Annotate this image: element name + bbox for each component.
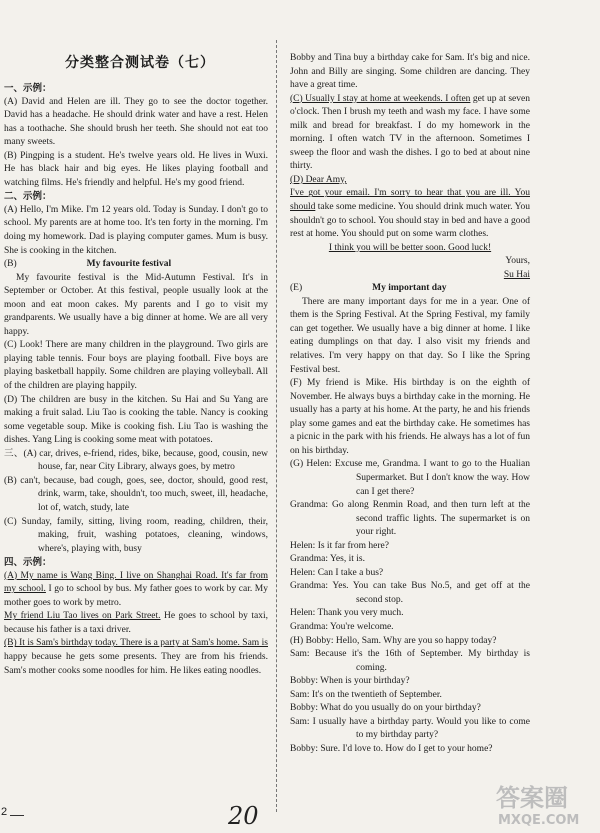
watermark-cn: 答案圈: [496, 784, 568, 812]
dialogue-line: (H) Bobby: Hello, Sam. Why are you so happy today?: [290, 635, 497, 646]
word-list: 三、(A) car, drives, e-friend, rides, bike, because, good, cousin, new house, far, near City Library, always goes, by metro: [4, 448, 268, 473]
answer-paragraph: (B) Pingping is a student. He's twelve years old. He lives in Wuxi. He has black hair and big eyes. He likes playing football and watching films. He's friendly and helpful. He's my good friend.: [4, 150, 268, 188]
paragraph-text: get up at seven o'clock. Then I brush my teeth and wash my face. I have some milk and bread for breakfast. I do my homework in the morning. I often watch TV in the afternoon. Sometimes I sweep the floor and wash the dishes. I go to bed at about nine thirty.: [290, 93, 530, 172]
essay-title: My favourite festival: [86, 259, 172, 270]
word-list: (B) can't, because, bad cough, goes, see, doctor, should, good rest, drink, warm, take, shouldn't, too much, sweet, ill, headache, lot of, watch, study, late: [4, 475, 268, 513]
paragraph-text: take some medicine. You should drink much water. You shouldn't go to school. You should stay in bed and have a good rest at home. You should put on some warm clothes.: [290, 202, 530, 240]
signature: Su Hai: [503, 269, 530, 280]
closing-row: [290, 242, 530, 256]
answer-paragraph: (A) David and Helen are ill. They go to see the doctor together. David has a headache. He should drink water and have a rest. Helen has a toothache. She should brush her teeth. She should not eat too many sweets.: [4, 96, 268, 148]
signoff: Yours,: [505, 256, 530, 267]
dialogue-line: Grandma: You're welcome.: [290, 621, 394, 632]
answer-paragraph: [290, 187, 530, 241]
dialogue-line: Helen: Can I take a bus?: [290, 567, 384, 578]
paragraph-text: happy because he gets some presents. They are from his friends. Sam's mother cooks some noodles for him. He likes eating noodles.: [4, 651, 268, 676]
page-number-rule: [10, 815, 24, 816]
watermark-logo: [468, 778, 598, 830]
dialogue-line: Helen: Thank you very much.: [290, 608, 404, 619]
essay-paragraph: There are many important days for me in a year. One of them is the Spring Festival. At the Spring Festival, my family can get together. We usually have a big dinner at home. I like eating dumplings on that day. I also visit my friends and relatives. I'm very happy on that day. So I like the Spring Festival best.: [290, 296, 530, 375]
answer-paragraph: (F) My friend is Mike. His birthday is on the eighth of November. He always buys a birthday cake in the morning. He usually has a party at his home. At the party, he and his friends play some games and eat the birthday cake. He sometimes has a picnic in the park with his friends. He always has a lot of fun on his birthday.: [290, 378, 530, 456]
underlined-text: (D) Dear Amy,: [290, 174, 347, 185]
page-number: 2: [1, 806, 8, 818]
underlined-text: My friend Liu Tao lives on Park Street.: [4, 611, 161, 622]
answer-paragraph: [4, 637, 268, 678]
essay-heading-row: [290, 282, 530, 296]
left-column: [4, 52, 268, 678]
dialogue-line: Grandma: Go along Renmin Road, and then turn left at the second traffic lights. The supermarket is on your right.: [290, 500, 530, 538]
essay-label: (B): [4, 259, 17, 270]
closing-line: I think you will be better soon. Good luck!: [328, 242, 492, 253]
watermark-en: MXQE.COM: [498, 813, 580, 828]
handwritten-number: 20: [228, 802, 259, 830]
underlined-text: I've got your email. I'm sorry to hear that you are ill. You should: [290, 188, 530, 213]
paragraph-text: He goes to school by taxi, because his father is a taxi driver.: [4, 611, 268, 635]
essay-label: (E): [290, 283, 303, 294]
dialogue-line: Bobby: What do you usually do on your birthday?: [290, 703, 481, 714]
section-heading: 一、示例：: [4, 83, 52, 94]
essay-heading-row: [4, 258, 268, 272]
underlined-text: (A) My name is Wang Bing. I live on Shanghai Road. It's far from my school.: [4, 570, 268, 595]
right-column: [290, 52, 530, 756]
essay-title: My important day: [372, 283, 447, 294]
essay-paragraph: My favourite festival is the Mid-Autumn Festival. It's in September or October. At this festival, people usually look at the moon and eat moon cakes. My parents and I go to visit my grandparents. We usually have a big dinner at home. We are all very happy.: [4, 272, 268, 337]
paragraph-text: I go to school by bus. My father goes to work by car. My mother goes to work by metro.: [4, 584, 268, 608]
dialogue-line: Grandma: Yes. You can take Bus No.5, and get off at the second stop.: [290, 581, 530, 605]
answer-paragraph: (D) The children are busy in the kitchen. Su Hai and Su Yang are making a fruit salad. Liu Tao is cooking the table. Nancy is cooking some vegetable soup. Mike is cooking fish. Liu Tao is washing the dishes. Yang Ling is cooking some meat with potatoes.: [4, 394, 268, 446]
answer-paragraph: (C) Look! There are many children in the playground. Two girls are playing table tennis. Four boys are playing football. Five boys are playing basketball happily. Some children are playing volleyball. All of the children are playing happily.: [4, 340, 268, 392]
dialogue-line: Sam: I usually have a birthday party. Would you like to come to my birthday party?: [290, 716, 530, 741]
answer-paragraph: [290, 174, 530, 188]
dialogue-line: Sam: Because it's the 16th of September. My birthday is coming.: [290, 649, 530, 673]
signature-row: [290, 269, 530, 283]
section-heading: 二、示例：: [4, 191, 52, 203]
dialogue-line: (G) Helen: Excuse me, Grandma. I want to go to the Hualian Supermarket. But I don't know the way. How can I get there?: [290, 459, 530, 497]
dialogue-line: Bobby: When is your birthday?: [290, 676, 410, 687]
dialogue-line: Grandma: Yes, it is.: [290, 554, 365, 565]
answer-paragraph: Bobby and Tina buy a birthday cake for Sam. It's big and nice. John and Billy are singing. Some children are dancing. They have a great time.: [290, 53, 530, 91]
page-title: 分类整合测试卷（七）: [65, 55, 215, 71]
answer-paragraph: [290, 93, 530, 174]
dialogue-line: Helen: Is it far from here?: [290, 540, 389, 551]
dialogue-line: Bobby: Sure. I'd love to. How do I get to your home?: [290, 743, 493, 754]
answer-paragraph: [4, 570, 268, 611]
section-heading: 四、示例：: [4, 557, 52, 569]
underlined-text: (C) Usually I stay at home at weekends. I often: [290, 93, 471, 104]
answer-paragraph: (A) Hello, I'm Mike. I'm 12 years old. Today is Sunday. I don't go to school. My parents are at home too. It's ten forty in the morning. I'm doing my homework. Dad is playing computer games. Mum is busy. She is cooking in the kitchen.: [4, 204, 268, 256]
word-list: (C) Sunday, family, sitting, living room, reading, children, their, making, fruit, washing potatoes, cleaning, windows, where's, playing with, busy: [4, 516, 268, 554]
answer-paragraph: [4, 610, 268, 637]
column-divider: [276, 40, 277, 812]
underlined-text: (B) It is Sam's birthday today. There is a party at Sam's home. Sam is: [4, 638, 268, 649]
dialogue-line: Sam: It's on the twentieth of September.: [290, 689, 442, 700]
